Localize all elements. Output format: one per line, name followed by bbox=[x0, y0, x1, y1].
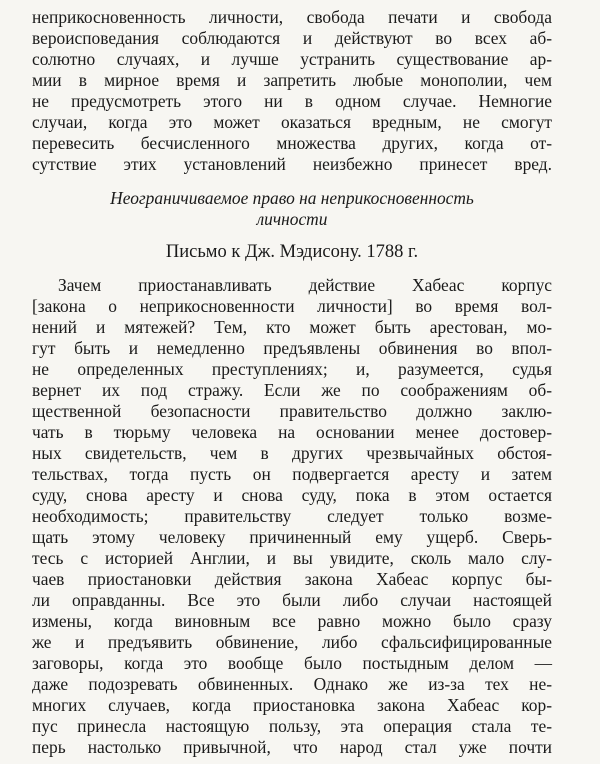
text-line: тесь с историей Англии, и вы увидите, сколь мало слу- bbox=[32, 548, 552, 568]
text-line: не определенных преступлениях; и, разумеется, судья bbox=[32, 359, 552, 379]
section-title-line-2: личности bbox=[256, 209, 328, 229]
text-line: пус принесла настоящую пользу, эта операция стала те- bbox=[32, 716, 552, 736]
text-line: нений и мятежей? Тем, кто может быть арестован, мо- bbox=[32, 317, 552, 337]
text-line: даже подозревать обвиненных. Однако же из-за тех не- bbox=[32, 674, 552, 694]
text-line: тельствах, тогда пусть он подвергается аресту и затем bbox=[32, 464, 552, 484]
text-line: [закона о неприкосновенности личности] во время вол- bbox=[32, 296, 552, 316]
text-line: щественной безопасности правительство должно заклю- bbox=[32, 401, 552, 421]
section-subtitle: Письмо к Дж. Мэдисону. 1788 г. bbox=[165, 242, 419, 262]
text-line: солютно случаях, и лучше устранить существование ар- bbox=[32, 49, 552, 69]
text-line: вернет их под стражу. Если же по соображениям об- bbox=[32, 380, 552, 400]
text-line: перевесить бесчисленного множества других, когда от- bbox=[32, 133, 552, 153]
text-line: чаев приостановки действия закона Хабеас корпус бы- bbox=[32, 569, 552, 589]
text-line: не предусмотреть этого ни в одном случае. Немногие bbox=[32, 91, 552, 111]
text-line: чать в тюрьму человека на основании менее достовер- bbox=[32, 422, 552, 442]
text-line: щать этому человеку причиненный ему ущерб. Сверь- bbox=[32, 527, 552, 547]
text-line: измены, когда виновным все равно можно было сразу bbox=[32, 611, 552, 631]
section-title-line-1: Неограничиваемое право на неприкосновенность bbox=[110, 188, 474, 208]
text-line: заговоры, когда это вообще было постыдным делом — bbox=[32, 653, 552, 673]
text-line: же и предъявить обвинение, либо сфальсифицированные bbox=[32, 632, 552, 652]
text-line: случаи, когда это может оказаться вредным, не смогут bbox=[32, 112, 552, 132]
text-line: перь настолько привычной, что народ стал уже почти bbox=[32, 737, 552, 757]
text-line: Зачем приостанавливать действие Хабеас корпус bbox=[58, 275, 552, 295]
text-line: многих случаев, когда приостановка закона Хабеас кор- bbox=[32, 695, 552, 715]
text-line: ли оправданны. Все это были либо случаи настоящей bbox=[32, 590, 552, 610]
text-line: гут быть и немедленно предъявлены обвинения во впол- bbox=[32, 338, 552, 358]
text-line: необходимость; правительству следует только возме- bbox=[32, 506, 552, 526]
text-line: ных свидетельств, чем в других чрезвычайных обстоя- bbox=[32, 443, 552, 463]
text-line: мии в мирное время и запретить любые монополии, чем bbox=[32, 70, 552, 90]
text-line: суду, снова аресту и снова суду, пока в этом остается bbox=[32, 485, 552, 505]
text-line: вероисповедания соблюдаются и действуют во всех аб- bbox=[32, 28, 552, 48]
text-line: неприкосновенность личности, свобода печати и свобода bbox=[32, 7, 552, 27]
text-line: сутствие этих установлений неизбежно принесет вред. bbox=[32, 154, 552, 174]
